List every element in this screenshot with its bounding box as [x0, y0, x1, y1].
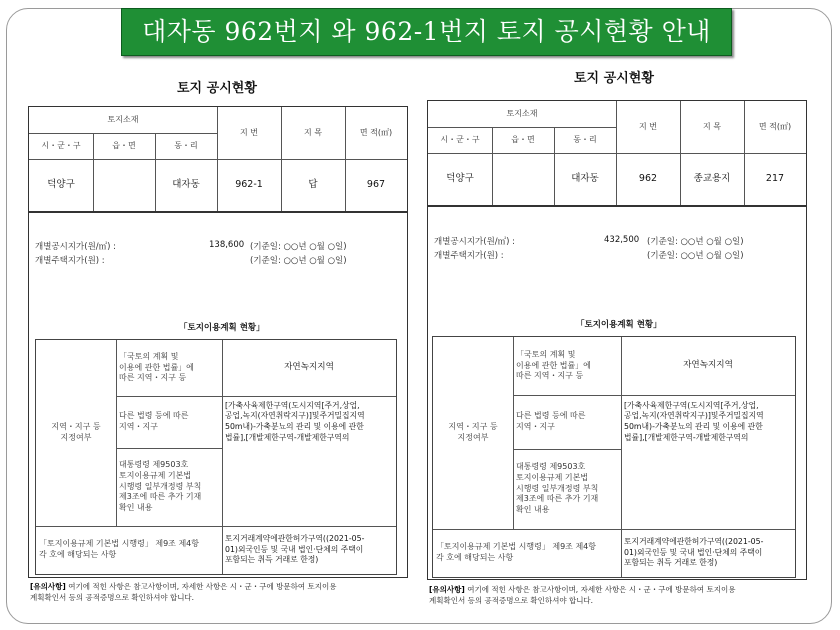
land-price-row: [35, 240, 405, 252]
header-area: 면 적(㎡): [359, 127, 393, 137]
value-area: 967: [366, 178, 386, 190]
transaction-zone-text: 토지거래계약에관한허가구역((2021-05- 01)외국인등 및 국내 법인·단체의 주택이 포함되는 취득 거래로 한정): [225, 534, 365, 565]
land-price-date: (기준일: ○○년 ○월 ○일): [647, 237, 744, 247]
house-price-row: [434, 249, 804, 261]
header-sigungu: 시・군・구: [440, 134, 480, 144]
notice-body: 여기에 적힌 사항은 참고사항이며, 자세한 사항은 시・군・구에 방문하여 토지이용 계획확인서 등의 공적증명으로 확인하셔야 합니다.: [30, 582, 337, 602]
law-article-label: 「토지이용규제 기본법 시행령」 제9조 제4항 각 호에 해당되는 사항: [436, 542, 596, 562]
law-special-label: 대통령령 제9503호 토지이용규제 기본법 시행령 일부개정령 부칙 제3조에 따른 추가 기재 확인 내용: [119, 460, 202, 513]
right-plan-box: [427, 206, 807, 580]
right-notice: [429, 585, 736, 606]
value-sigungu: 덕양구: [47, 178, 75, 190]
value-dongri: 대자동: [172, 178, 200, 190]
page-title-banner: 대자동 962번지 와 962-1번지 토지 공시현황 안내: [121, 8, 732, 56]
law-article-label: 「토지이용규제 기본법 시행령」 제9조 제4항 각 호에 해당되는 사항: [39, 539, 199, 559]
right-doc-title: 토지 공시현황: [574, 71, 654, 86]
house-price-row: [35, 254, 405, 266]
value-jibeon: 962: [638, 172, 658, 184]
land-price-value: 138,600: [209, 240, 245, 250]
header-jimok: 지 목: [703, 121, 721, 131]
other-zones-text: [가축사육제한구역(도시지역[주거,상업, 공업,녹지(자연취락지구)]및주거밀집지역 50m내)-가축분뇨의 관리 및 이용에 관한 법률],[개발제한구역-개발제한구역의: [624, 400, 764, 442]
value-eupmyeon: [492, 153, 554, 205]
house-price-date: (기준일: ○○년 ○월 ○일): [250, 256, 347, 266]
left-doc-title: 토지 공시현황: [177, 81, 257, 96]
header-eupmyeon: 읍・면: [511, 134, 535, 144]
notice-heading: [유의사항]: [30, 582, 66, 591]
plan-section-title: 「토지이용계획 현황」: [576, 320, 662, 330]
value-sigungu: 덕양구: [446, 172, 474, 184]
house-price-label: 개별주택지가(원) :: [35, 256, 105, 266]
value-dongri: 대자동: [571, 172, 599, 184]
land-price-value: 432,500: [604, 235, 640, 245]
land-price-label: 개별공시지가(원/㎡) :: [434, 237, 516, 247]
right-plan-table: [432, 336, 796, 578]
law-other-label: 다른 법령 등에 따른 지역・지구: [516, 411, 586, 431]
value-jimok: 종교용지: [693, 172, 731, 184]
transaction-zone-text: 토지거래계약에관한허가구역((2021-05- 01)외국인등 및 국내 법인·단체의 주택이 포함되는 취득 거래로 한정): [624, 537, 764, 568]
header-eupmyeon: 읍・면: [112, 140, 136, 150]
header-location: 토지소재: [506, 108, 538, 118]
law-national-label: 「국토의 계획 및 이용에 관한 법률」에 따른 지역・지구 등: [119, 351, 194, 383]
house-price-date: (기준일: ○○년 ○월 ○일): [647, 251, 744, 261]
value-jibeon: 962-1: [235, 178, 263, 190]
header-location: 토지소재: [107, 114, 139, 124]
notice-body: 여기에 적힌 사항은 참고사항이며, 자세한 사항은 시・군・구에 방문하여 토지이용 계획확인서 등의 공적증명으로 확인하셔야 합니다.: [429, 585, 736, 605]
left-notice: [30, 582, 337, 603]
header-jibeon: 지 번: [240, 127, 258, 137]
natural-green-zone: 자연녹지지역: [284, 362, 334, 373]
house-price-label: 개별주택지가(원) :: [434, 251, 504, 261]
law-special-label: 대통령령 제9503호 토지이용규제 기본법 시행령 일부개정령 부칙 제3조에 따른 추가 기재 확인 내용: [516, 462, 599, 515]
value-eupmyeon: [93, 159, 155, 211]
zone-row-label: 지역・지구 등 지정여부: [448, 422, 498, 442]
natural-green-zone: 자연녹지지역: [683, 360, 733, 371]
other-zones-text: [가축사육제한구역(도시지역[주거,상업, 공업,녹지(자연취락지구)]및주거밀집지역 50m내)-가축분뇨의 관리 및 이용에 관한 법률],[개발제한구역-개발제한구역의: [225, 400, 365, 442]
zone-row-label: 지역・지구 등 지정여부: [51, 422, 101, 442]
left-land-table: [28, 106, 408, 212]
left-plan-box: [28, 212, 408, 578]
header-jimok: 지 목: [304, 127, 322, 137]
law-national-label: 「국토의 계획 및 이용에 관한 법률」에 따른 지역・지구 등: [516, 349, 591, 381]
land-price-date: (기준일: ○○년 ○월 ○일): [250, 242, 347, 252]
land-price-label: 개별공시지가(원/㎡) :: [35, 242, 117, 252]
notice-heading: [유의사항]: [429, 585, 465, 594]
left-plan-table: [35, 339, 397, 575]
header-sigungu: 시・군・구: [41, 140, 81, 150]
value-jimok: 답: [308, 178, 318, 190]
header-area: 면 적(㎡): [758, 121, 792, 131]
header-dongri: 동・리: [174, 140, 198, 150]
law-other-label: 다른 법령 등에 따른 지역・지구: [119, 411, 189, 431]
header-jibeon: 지 번: [639, 121, 657, 131]
right-land-table: [427, 100, 807, 206]
plan-section-title: 「토지이용계획 현황」: [179, 323, 265, 333]
value-area: 217: [765, 172, 785, 184]
header-dongri: 동・리: [573, 134, 597, 144]
land-price-row: [434, 235, 804, 247]
